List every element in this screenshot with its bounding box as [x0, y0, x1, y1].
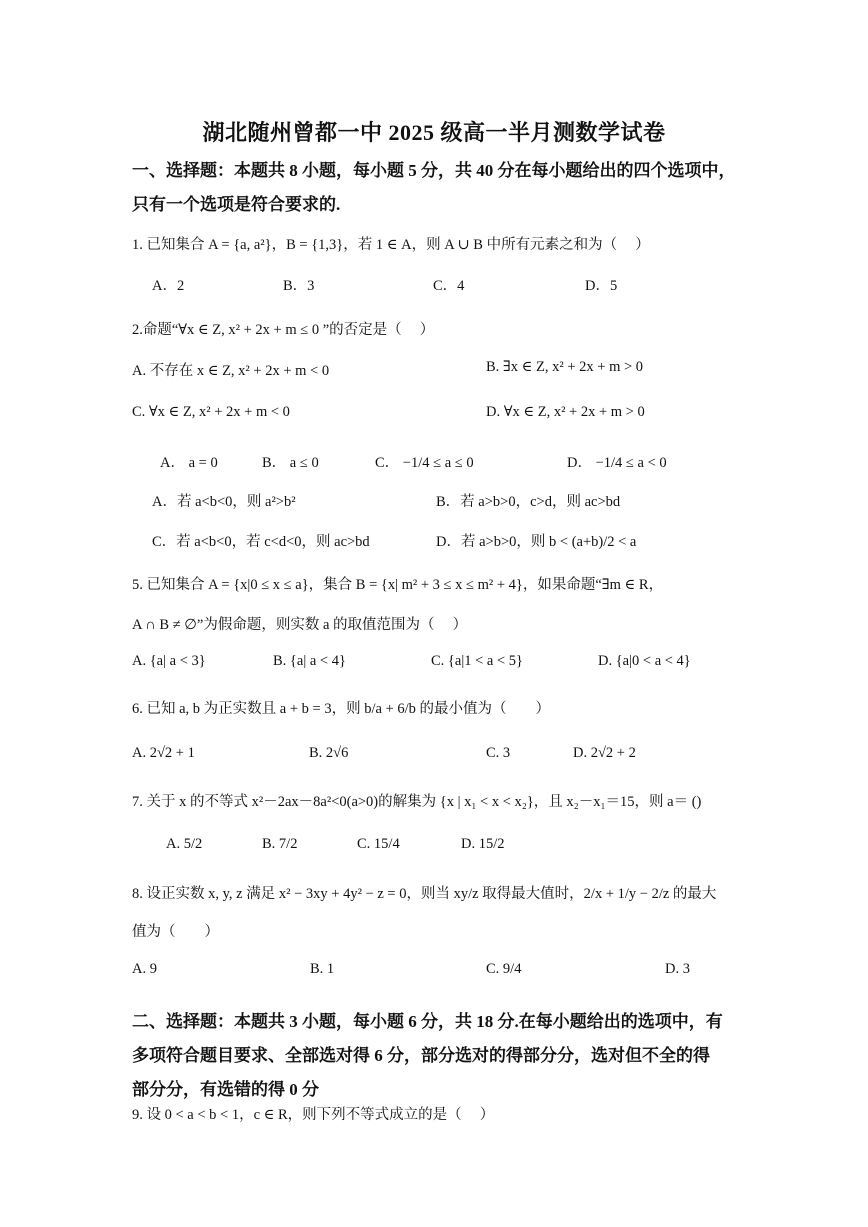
question-9-stem: 9. 设 0 < a < b < 1，c ∈ R，则下列不等式成立的是（ ） [132, 1107, 495, 1123]
section1-header [132, 154, 742, 222]
question-7-option-b: B. 7/2 [262, 836, 298, 852]
question-7-option-c: C. 15/4 [357, 836, 400, 852]
question-8-line1: 8. 设正实数 x, y, z 满足 x² − 3xy + 4y² − z = 0，则当 xy/z 取得最大值时，2/x + 1/y − 2/z 的最大 [132, 886, 717, 902]
question-1-stem: 1. 已知集合 A = {a, a²}，B = {1,3}，若 1 ∈ A，则 A ∪ B 中所有元素之和为（ ） [132, 237, 650, 253]
question-1-option-b: B．3 [283, 278, 315, 294]
question-5-option-b: B. {a| a < 4} [273, 653, 346, 669]
question-2-option-a: A. 不存在 x ∈ Z, x² + 2x + m < 0 [132, 363, 330, 379]
question-3-option-d: D． −1/4 ≤ a < 0 [567, 455, 667, 471]
question-5-option-c: C. {a|1 < a < 5} [431, 653, 523, 669]
question-8-option-b: B. 1 [310, 961, 335, 977]
section1-line2: 只有一个选项是符合要求的. [132, 195, 341, 214]
question-5-option-a: A. {a| a < 3} [132, 653, 206, 669]
question-5-line2: A ∩ B ≠ ∅”为假命题，则实数 a 的取值范围为（ ） [132, 617, 468, 633]
question-5-option-d: D. {a|0 < a < 4} [598, 653, 691, 669]
question-6-option-b: B. 2√6 [309, 745, 349, 761]
question-2-option-b: B. ∃x ∈ Z, x² + 2x + m > 0 [486, 359, 644, 375]
question-6-stem: 6. 已知 a, b 为正实数且 a + b = 3，则 b/a + 6/b 的最小值为（ ） [132, 701, 551, 717]
section1-line1: 一、选择题：本题共 8 小题，每小题 5 分，共 40 分在每小题给出的四个选项中， [132, 161, 736, 180]
section2-header [132, 1005, 742, 1107]
question-6-option-c: C. 3 [486, 745, 511, 761]
question-1-option-c: C．4 [433, 278, 465, 294]
question-8-option-d: D. 3 [665, 961, 690, 977]
page-title: 湖北随州曾都一中 2025 级高一半月测数学试卷 [202, 120, 666, 145]
question-8-option-c: C. 9/4 [486, 961, 522, 977]
question-2-option-d: D. ∀x ∈ Z, x² + 2x + m > 0 [486, 404, 645, 420]
question-4-option-a: A．若 a<b<0，则 a²>b² [152, 494, 296, 510]
question-7-option-d: D. 15/2 [461, 836, 505, 852]
question-7-stem: 7. 关于 x 的不等式 x²－2ax－8a²<0(a>0)的解集为 {x | x₁ < x < x₂}，且 x₂－x₁＝15，则 a＝ () [132, 794, 702, 810]
question-8-line2: 值为（ ） [132, 924, 219, 940]
question-2-stem: 2.命题“∀x ∈ Z, x² + 2x + m ≤ 0 ”的否定是（ ） [132, 322, 435, 338]
question-5-line1: 5. 已知集合 A = {x|0 ≤ x ≤ a}，集合 B = {x| m² + 3 ≤ x ≤ m² + 4}，如果命题“∃m ∈ R， [132, 577, 664, 593]
question-4-option-d: D．若 a>b>0，则 b < (a+b)/2 < a [436, 534, 637, 550]
question-4-option-c: C．若 a<b<0，若 c<d<0，则 ac>bd [152, 534, 370, 550]
question-6-option-a: A. 2√2 + 1 [132, 745, 195, 761]
question-6-option-d: D. 2√2 + 2 [573, 745, 636, 761]
question-3-option-c: C． −1/4 ≤ a ≤ 0 [375, 455, 474, 471]
question-3-option-b: B． a ≤ 0 [262, 455, 319, 471]
question-1-option-d: D．5 [585, 278, 618, 294]
question-8-option-a: A. 9 [132, 961, 157, 977]
section2-line1: 二、选择题：本题共 3 小题，每小题 6 分，共 18 分.在每小题给出的选项中，有 [132, 1012, 723, 1031]
question-3-option-a: A． a = 0 [160, 455, 218, 471]
question-7-option-a: A. 5/2 [166, 836, 203, 852]
question-2-option-c: C. ∀x ∈ Z, x² + 2x + m < 0 [132, 404, 290, 420]
question-1-option-a: A．2 [152, 278, 185, 294]
question-4-option-b: B．若 a>b>0，c>d，则 ac>bd [436, 494, 621, 510]
section2-line2: 多项符合题目要求、全部选对得 6 分，部分选对的得部分分，选对但不全的得 [132, 1046, 710, 1065]
section2-line3: 部分分，有选错的得 0 分 [132, 1080, 319, 1099]
